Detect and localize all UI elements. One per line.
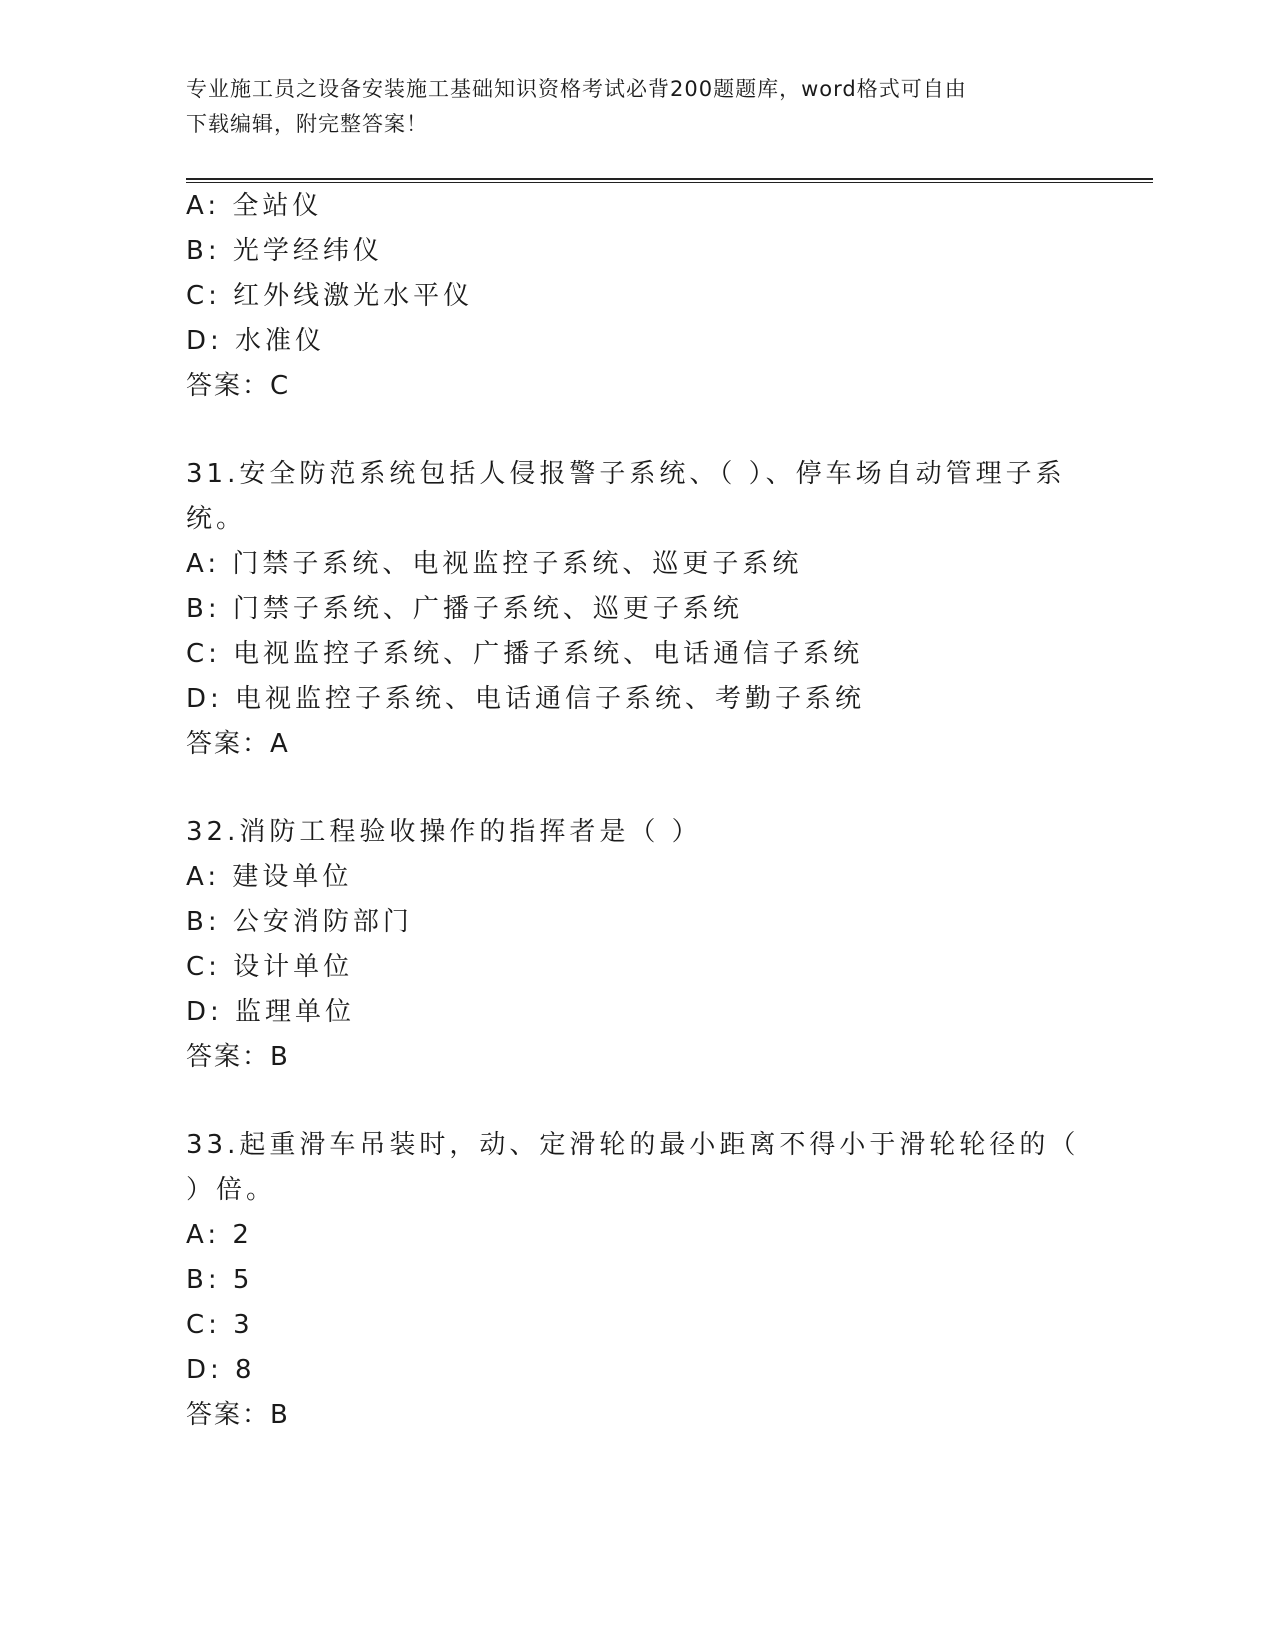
q32-option-c: C: 设计单位 xyxy=(186,952,354,982)
q33-option-a: A: 2 xyxy=(186,1220,253,1250)
q31-option-a: A: 门禁子系统、电视监控子系统、巡更子系统 xyxy=(186,549,803,579)
q32-option-a: A: 建设单位 xyxy=(186,862,353,892)
header-line-2: 下载编辑，附完整答案！ xyxy=(186,112,428,136)
q30-option-d: D: 水准仪 xyxy=(186,326,326,356)
q32-option-d: D: 监理单位 xyxy=(186,997,356,1027)
q30-option-c: C: 红外线激光水平仪 xyxy=(186,281,474,311)
q33-option-b: B: 5 xyxy=(186,1265,254,1295)
q32-stem-line-1: 32.消防工程验收操作的指挥者是（ ） xyxy=(186,817,702,847)
q33-stem-line-1: 33.起重滑车吊装时，动、定滑轮的最小距离不得小于滑轮轮径的（ xyxy=(186,1130,1080,1160)
q31-option-c: C: 电视监控子系统、广播子系统、电话通信子系统 xyxy=(186,639,864,669)
q30-option-b: B: 光学经纬仪 xyxy=(186,236,383,266)
header-line-1: 专业施工员之设备安装施工基础知识资格考试必背200题题库，word格式可自由 xyxy=(186,77,967,101)
q33-option-d: D: 8 xyxy=(186,1355,256,1385)
q30-option-a: A: 全站仪 xyxy=(186,191,323,221)
q30-answer: 答案：C xyxy=(186,371,291,401)
q33-answer: 答案：B xyxy=(186,1400,290,1430)
q32-answer: 答案：B xyxy=(186,1042,290,1072)
q33-option-c: C: 3 xyxy=(186,1310,254,1340)
q31-option-d: D: 电视监控子系统、电话通信子系统、考勤子系统 xyxy=(186,684,866,714)
q31-stem-line-2: 统。 xyxy=(186,504,247,534)
q32-option-b: B: 公安消防部门 xyxy=(186,907,413,937)
q31-answer: 答案：A xyxy=(186,729,290,759)
header-divider xyxy=(186,178,1153,183)
q31-option-b: B: 门禁子系统、广播子系统、巡更子系统 xyxy=(186,594,743,624)
q33-stem-line-2: ）倍。 xyxy=(186,1175,277,1205)
q31-stem-line-1: 31.安全防范系统包括人侵报警子系统、（ ）、停车场自动管理子系 xyxy=(186,459,1066,489)
document-header xyxy=(186,72,1076,142)
